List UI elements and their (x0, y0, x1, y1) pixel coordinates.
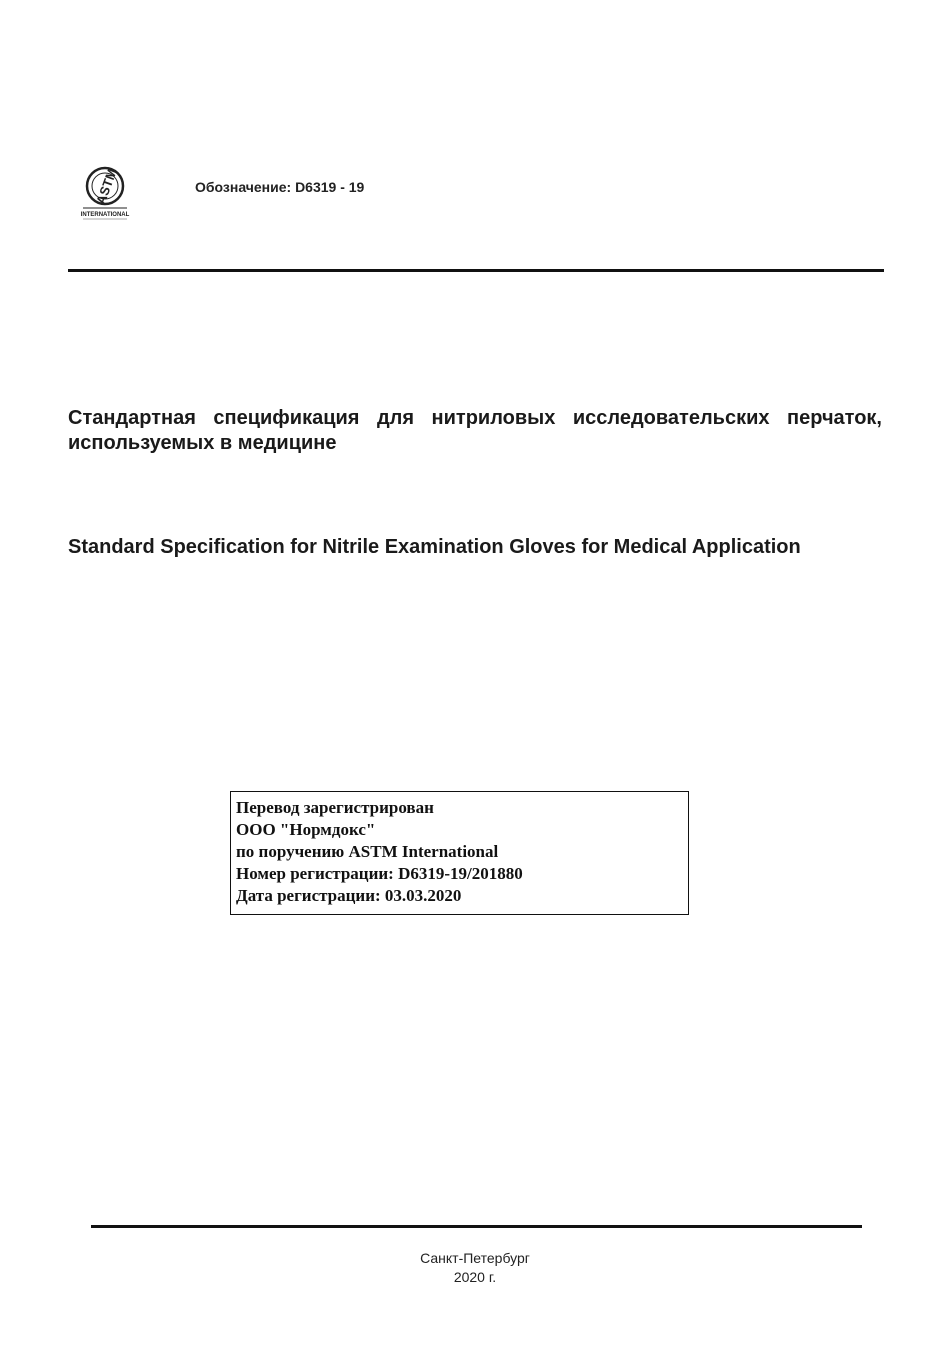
registration-date: Дата регистрации: 03.03.2020 (236, 886, 462, 905)
registration-line: по поручению ASTM International (236, 842, 499, 861)
top-divider (68, 269, 884, 272)
astm-logo-icon (79, 164, 131, 222)
svg-text:ASTM: ASTM (93, 166, 120, 207)
footer-city: Санкт-Петербург (420, 1250, 530, 1266)
bottom-divider (91, 1225, 862, 1228)
registration-line: Перевод зарегистрирован (236, 798, 434, 817)
footer-year: 2020 г. (453, 1269, 497, 1285)
logo-text: INTERNATIONAL (80, 212, 130, 218)
registration-number: Номер регистрации: D6319-19/201880 (236, 864, 523, 883)
title-russian: Стандартная спецификация для нитриловых исследовательских перчаток, используемых в медицине (68, 407, 882, 454)
registration-box (230, 791, 689, 915)
title-english: Standard Specification for Nitrile Examination Gloves for Medical Application (68, 536, 801, 558)
registration-company: ООО "Нормдокс" (236, 820, 376, 839)
designation: Обозначение: D6319 - 19 (195, 179, 365, 195)
